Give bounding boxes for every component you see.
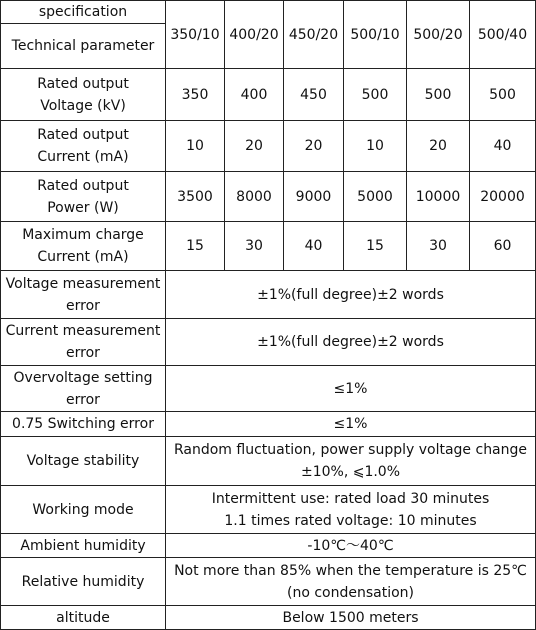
value-line: Random fluctuation, power supply voltage change bbox=[173, 442, 528, 458]
value-cell: 10 bbox=[344, 121, 407, 172]
label-line: Power (W) bbox=[47, 199, 119, 216]
value-cell: 40 bbox=[284, 222, 344, 271]
label-line: Rated output bbox=[37, 127, 129, 143]
row-label-max-charge bbox=[1, 222, 166, 271]
table-row bbox=[1, 271, 536, 319]
table-row bbox=[1, 606, 536, 630]
value-cell: 15 bbox=[166, 222, 225, 271]
value-cell: 500 bbox=[407, 69, 470, 121]
value-cell: 450 bbox=[284, 69, 344, 121]
value-cell: 9000 bbox=[284, 172, 344, 222]
row-label-working-mode: Working mode bbox=[1, 486, 166, 534]
label-line: Overvoltage setting bbox=[13, 369, 153, 386]
value-cell: 30 bbox=[225, 222, 284, 271]
value-cell: 60 bbox=[470, 222, 536, 271]
value-line: (no condensation) bbox=[286, 584, 414, 601]
table-row bbox=[1, 319, 536, 366]
table-row bbox=[1, 222, 536, 271]
value-cell: 8000 bbox=[225, 172, 284, 222]
value-cell: Below 1500 meters bbox=[166, 606, 536, 630]
row-label-overvoltage bbox=[1, 366, 166, 412]
table-row bbox=[1, 121, 536, 172]
table-row bbox=[1, 534, 536, 558]
label-line: Voltage (kV) bbox=[40, 97, 126, 114]
table-row bbox=[1, 1, 536, 24]
table-row bbox=[1, 366, 536, 412]
value-cell: ±1%(full degree)±2 words bbox=[166, 319, 536, 366]
value-cell bbox=[166, 558, 536, 606]
row-label-rated-current bbox=[1, 121, 166, 172]
value-cell: 20 bbox=[284, 121, 344, 172]
value-cell: ±1%(full degree)±2 words bbox=[166, 271, 536, 319]
value-line: 1.1 times rated voltage: 10 minutes bbox=[224, 512, 477, 529]
value-cell: ≤1% bbox=[166, 412, 536, 437]
table-row bbox=[1, 172, 536, 222]
header-technical-parameter: Technical parameter bbox=[1, 24, 166, 69]
table-row bbox=[1, 412, 536, 437]
label-line: Current measurement bbox=[5, 323, 161, 339]
row-label-current-error bbox=[1, 319, 166, 366]
label-line: error bbox=[66, 297, 100, 314]
row-label-stability: Voltage stability bbox=[1, 437, 166, 486]
value-cell: 30 bbox=[407, 222, 470, 271]
value-cell: 10 bbox=[166, 121, 225, 172]
model-header: 450/20 bbox=[284, 1, 344, 69]
value-cell: 500 bbox=[344, 69, 407, 121]
value-line: Not more than 85% when the temperature is 25℃ bbox=[174, 562, 527, 579]
row-label-rated-voltage bbox=[1, 69, 166, 121]
label-line: error bbox=[66, 345, 100, 361]
model-header: 500/10 bbox=[344, 1, 407, 69]
value-cell: 500 bbox=[470, 69, 536, 121]
value-cell: 3500 bbox=[166, 172, 225, 222]
header-specification: specification bbox=[1, 1, 166, 24]
value-cell: 20 bbox=[225, 121, 284, 172]
value-cell: 15 bbox=[344, 222, 407, 271]
model-header: 500/40 bbox=[470, 1, 536, 69]
value-cell bbox=[166, 486, 536, 534]
value-cell: 400 bbox=[225, 69, 284, 121]
value-cell: -10℃～40℃ bbox=[166, 534, 536, 558]
value-cell: 10000 bbox=[407, 172, 470, 222]
model-header: 500/20 bbox=[407, 1, 470, 69]
table-row bbox=[1, 558, 536, 606]
row-label-voltage-error bbox=[1, 271, 166, 319]
table-row bbox=[1, 437, 536, 486]
label-line: error bbox=[66, 391, 100, 408]
value-cell: 20 bbox=[407, 121, 470, 172]
table-row bbox=[1, 486, 536, 534]
value-cell: 20000 bbox=[470, 172, 536, 222]
value-line: Intermittent use: rated load 30 minutes bbox=[211, 490, 490, 507]
model-header: 350/10 bbox=[166, 1, 225, 69]
value-line: ±10%, ⩽1.0% bbox=[300, 464, 401, 480]
model-header: 400/20 bbox=[225, 1, 284, 69]
value-cell: 40 bbox=[470, 121, 536, 172]
row-label-ambient: Ambient humidity bbox=[1, 534, 166, 558]
row-label-altitude: altitude bbox=[1, 606, 166, 630]
label-line: Rated output bbox=[37, 177, 129, 194]
table-row bbox=[1, 69, 536, 121]
row-label-rated-power bbox=[1, 172, 166, 222]
row-label-relative-humidity: Relative humidity bbox=[1, 558, 166, 606]
label-line: Current (mA) bbox=[37, 249, 129, 265]
label-line: Maximum charge bbox=[22, 227, 144, 243]
value-cell: 5000 bbox=[344, 172, 407, 222]
row-label-switching: 0.75 Switching error bbox=[1, 412, 166, 437]
value-cell: ≤1% bbox=[166, 366, 536, 412]
value-cell bbox=[166, 437, 536, 486]
value-cell: 350 bbox=[166, 69, 225, 121]
label-line: Rated output bbox=[37, 75, 129, 92]
label-line: Voltage measurement bbox=[5, 275, 161, 292]
label-line: Current (mA) bbox=[37, 149, 129, 165]
